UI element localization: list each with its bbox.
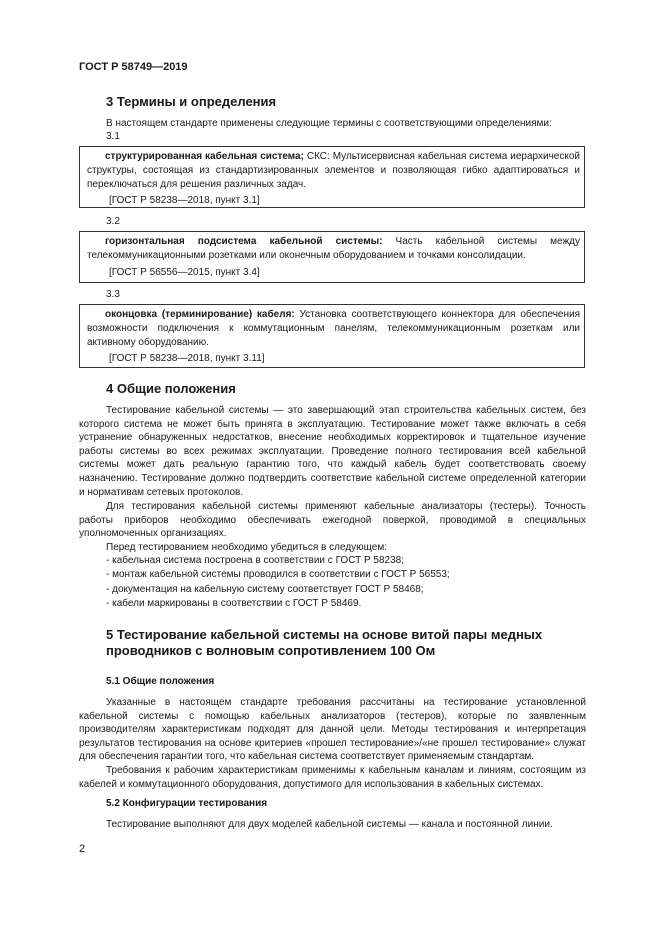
subsection-5-2-paragraph: Тестирование выполняют для двух моделей кабельной системы — канала и постоянной линии. [106, 819, 553, 830]
term-name: структурированная кабельная система; [105, 151, 304, 162]
list-item: - монтаж кабельной системы проводился в соответствии с ГОСТ Р 56553; [106, 569, 450, 581]
list-item: - документация на кабельную систему соответствует ГОСТ Р 58468; [106, 583, 424, 595]
term-reference: [ГОСТ Р 56556—2015, пункт 3.4] [109, 266, 260, 278]
subsection-5-1-paragraph: Указанные в настоящем стандарте требования рассчитаны на тестирование установленной кабельной системы с помощью кабельных анализаторов (тестеров), которые по заявленным производителям характеристикам подходят для данной цели. Методы тестирования и интерпретация результатов тестирования на основе критериев «прошел тестирование»/«не прошел тестирование» служат для обеспечения гарантии того, что кабельная система соответствует применяемым стандартам. [79, 697, 586, 763]
section-4-paragraph: Перед тестированием необходимо убедиться в следующем: [106, 542, 387, 553]
term-name: оконцовка (терминирование) кабеля: [105, 309, 295, 320]
term-box [79, 304, 585, 368]
section-5-title-continued: проводников с волновым сопротивлением 100 Ом [106, 643, 436, 658]
section-3-title: 3 Термины и определения [106, 94, 277, 109]
checklist [79, 554, 450, 612]
term-box [79, 146, 585, 208]
term-number: 3.2 [106, 216, 120, 227]
section-4-paragraph: Тестирование кабельной системы — это завершающий этап строительства кабельных систем, без которого система не может быть принята в эксплуатацию. Тестирование может также включать в себя устранение обнаруженных недостатков, внесение необходимых корректировок и тщательное изучение работы системы во всех режимах эксплуатации. Проведение полного тестирования всей кабельной системы может дать реальную гарантию того, что каждый кабель будет соответствовать своему назначению. Тестирование должно подтвердить соответствие кабельной системе определенной категории и нормативам сетевых протоколов. [79, 405, 586, 498]
term-reference: [ГОСТ Р 58238—2018, пункт 3.1] [109, 195, 260, 207]
subsection-5-1-paragraph: Требования к рабочим характеристикам применимы к кабельным каналам и линиям, состоящим из кабелей и коммутационного оборудования, допустимого для использования в кабельных системах. [79, 765, 586, 790]
page-number: 2 [79, 843, 86, 855]
term-number: 3.3 [106, 289, 120, 300]
term-definition: горизонтальная подсистема кабельной системы: Часть кабельной системы между телекоммуникационными розетками или оконечным оборудованием и точками консолидации. [87, 236, 580, 261]
term-definition: оконцовка (терминирование) кабеля: Установка соответствующего коннектора для обеспечения возможности подключения к коммутационным панелям, телекоммуникационным розеткам или активному оборудованию. [87, 309, 580, 348]
subsection-5-2-title: 5.2 Конфигурации тестирования [106, 798, 268, 809]
list-item: - кабели маркированы в соответствии с ГОСТ Р 58469. [106, 598, 362, 610]
term-name: горизонтальная подсистема кабельной системы: [105, 236, 383, 247]
term-box [79, 231, 585, 283]
section-3-intro: В настоящем стандарте применены следующие термины с соответствующими определениями: [106, 118, 552, 129]
section-4-paragraph: Для тестирования кабельной системы применяют кабельные анализаторы (тестеры). Точность работы приборов необходимо обеспечивать ежегодной поверкой, проводимой в специальных уполномоченных организациях. [79, 501, 586, 540]
section-5-title: 5 Тестирование кабельной системы на основе витой пары медных [106, 627, 543, 642]
list-item: - кабельная система построена в соответствии с ГОСТ Р 58238; [106, 555, 405, 566]
section-4-title: 4 Общие положения [106, 381, 236, 396]
term-number: 3.1 [106, 131, 120, 142]
term-reference: [ГОСТ Р 58238—2018, пункт 3.11] [109, 353, 265, 365]
subsection-5-1-title: 5.1 Общие положения [106, 676, 215, 687]
document-header: ГОСТ Р 58749—2019 [79, 61, 188, 73]
term-definition: структурированная кабельная система; СКС: Мультисервисная кабельная система иерархической структуры, состоящая из стандартизированных элементов и позволяющая гибко адаптироваться и переключаться для решения различных задач. [87, 151, 580, 190]
